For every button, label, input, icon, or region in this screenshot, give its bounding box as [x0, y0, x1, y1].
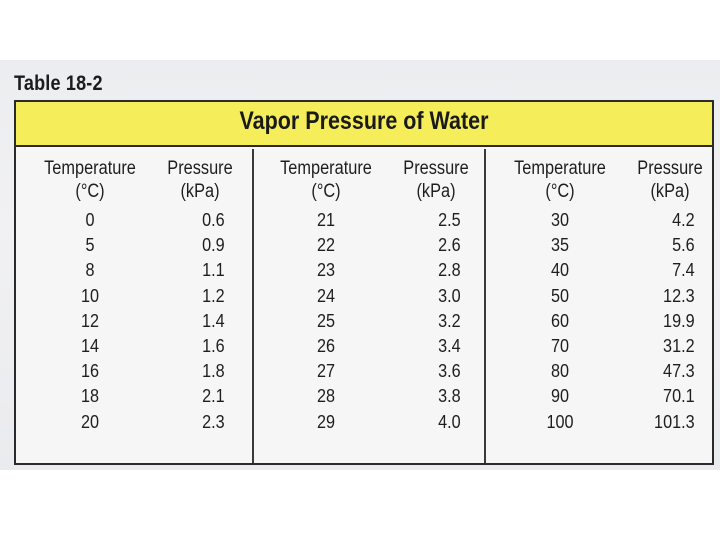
temperature-cell: 29 — [316, 411, 336, 432]
temperature-cell: 30 — [550, 210, 570, 230]
pressure-cell: 3.6 — [438, 361, 461, 382]
temperature-cell: 21 — [316, 210, 336, 230]
pressure-cell: 7.4 — [672, 260, 695, 281]
temperature-cell: 70 — [550, 336, 570, 356]
pressure-cell: 4.2 — [672, 210, 695, 230]
pressure-cell: 3.0 — [438, 285, 461, 306]
pressure-cell: 47.3 — [663, 361, 695, 382]
temperature-cell: 23 — [316, 260, 336, 281]
pressure-cell: 2.5 — [438, 210, 461, 230]
temperature-cell: 50 — [550, 285, 570, 306]
pressure-cell: 101.3 — [654, 411, 695, 432]
pressure-cell: 31.2 — [663, 336, 695, 356]
pressure-header — [384, 157, 487, 203]
temperature-cell: 10 — [80, 285, 100, 306]
temperature-header-unit: (°C) — [75, 181, 105, 202]
pressure-cell: 1.4 — [202, 310, 225, 331]
temperature-cell: 5 — [85, 235, 95, 256]
pressure-cell: 1.1 — [202, 260, 225, 281]
temperature-cell: 18 — [80, 386, 100, 407]
temperature-cell: 0 — [85, 210, 95, 230]
temperature-cell: 12 — [80, 310, 100, 331]
pressure-cell: 1.6 — [202, 336, 225, 356]
table-title: Vapor Pressure of Water — [239, 107, 489, 135]
pressure-cell: 0.9 — [202, 235, 225, 256]
pressure-cell: 3.8 — [438, 386, 461, 407]
pressure-cell: 2.8 — [438, 260, 461, 281]
temperature-header-unit: (°C) — [545, 181, 575, 202]
pressure-cell: 19.9 — [663, 310, 695, 331]
pressure-cell: 5.6 — [672, 235, 695, 256]
pressure-cell: 12.3 — [663, 285, 695, 306]
pressure-cell: 2.3 — [202, 411, 225, 432]
temperature-cell: 60 — [550, 310, 570, 331]
pressure-header-unit: (kPa) — [650, 181, 690, 202]
temperature-cell: 24 — [316, 285, 336, 306]
pressure-header-unit: (kPa) — [180, 181, 220, 202]
temperature-cell: 26 — [316, 336, 336, 356]
pressure-header — [618, 157, 720, 203]
pressure-header-label: Pressure — [637, 158, 703, 179]
pressure-cell: 1.2 — [202, 285, 225, 306]
pressure-header-label: Pressure — [403, 158, 469, 179]
temperature-cell: 40 — [550, 260, 570, 281]
pressure-cell: 4.0 — [438, 411, 461, 432]
temperature-cell: 27 — [316, 361, 336, 382]
temperature-cell: 22 — [316, 235, 336, 256]
temperature-cell: 25 — [316, 310, 336, 331]
pressure-cell: 3.4 — [438, 336, 461, 356]
temperature-cell: 35 — [550, 235, 570, 256]
table-label: Table 18-2 — [14, 72, 103, 95]
vapor-pressure-table — [14, 100, 714, 465]
temperature-header-label: Temperature — [514, 158, 606, 179]
pressure-cell: 1.8 — [202, 361, 225, 382]
temperature-cell: 20 — [80, 411, 100, 432]
temperature-cell: 14 — [80, 336, 100, 356]
temperature-cell: 28 — [316, 386, 336, 407]
pressure-header — [148, 157, 251, 203]
temperature-header-label: Temperature — [44, 158, 136, 179]
pressure-header-label: Pressure — [167, 158, 233, 179]
temperature-cell: 80 — [550, 361, 570, 382]
temperature-header-label: Temperature — [280, 158, 372, 179]
temperature-cell: 8 — [85, 260, 95, 281]
pressure-header-unit: (kPa) — [416, 181, 456, 202]
temperature-cell: 16 — [80, 361, 100, 382]
pressure-cell: 2.6 — [438, 235, 461, 256]
temperature-header — [508, 157, 611, 203]
pressure-cell: 2.1 — [202, 386, 225, 407]
pressure-cell: 70.1 — [663, 386, 695, 407]
temperature-cell: 100 — [546, 411, 574, 432]
temperature-cell: 90 — [550, 386, 570, 407]
temperature-header — [38, 157, 141, 203]
temperature-header-unit: (°C) — [311, 181, 341, 202]
pressure-cell: 0.6 — [202, 210, 225, 230]
column-divider — [252, 149, 254, 463]
temperature-header — [274, 157, 377, 203]
pressure-cell: 3.2 — [438, 310, 461, 331]
title-banner — [16, 102, 712, 147]
